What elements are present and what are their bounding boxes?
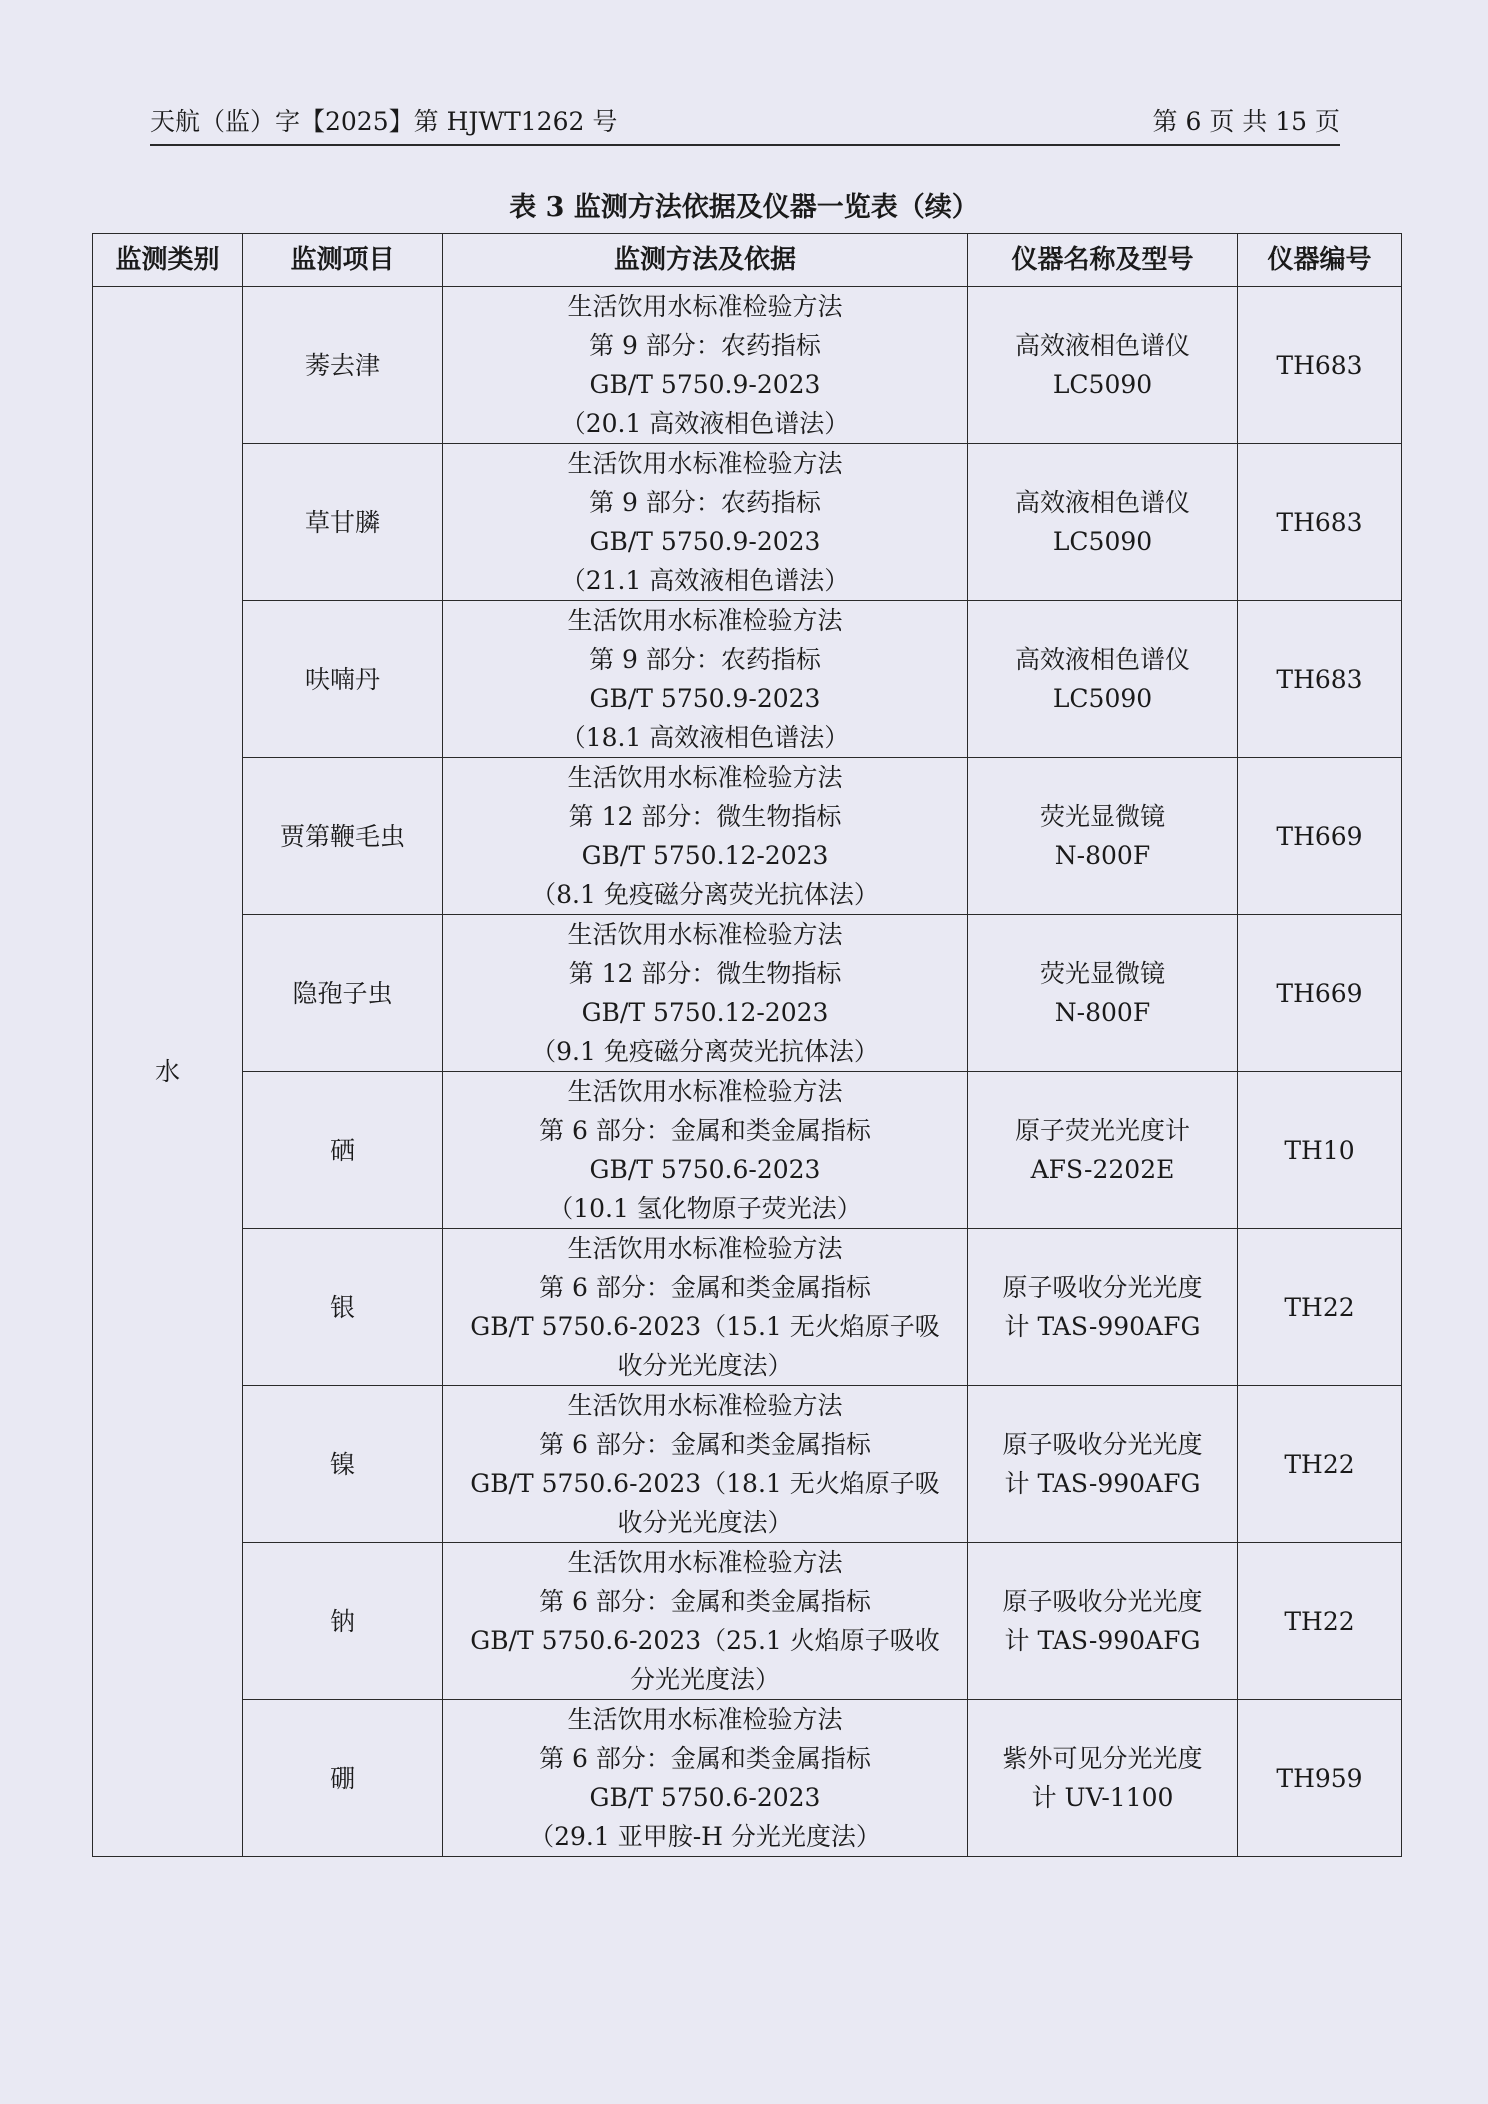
instrument-number-cell: TH22	[1238, 1229, 1402, 1386]
page-number: 第 6 页 共 15 页	[1152, 107, 1340, 136]
method-line: 第 12 部分：微生物指标	[568, 802, 842, 831]
instrument-line: N-800F	[1054, 841, 1151, 870]
instrument-line: N-800F	[1054, 998, 1151, 1027]
method-cell	[443, 287, 968, 444]
method-line: 第 9 部分：农药指标	[589, 488, 821, 517]
table-header-row	[93, 234, 1402, 287]
method-cell	[443, 601, 968, 758]
table-row	[93, 1386, 1402, 1543]
instrument-number-cell: TH669	[1238, 915, 1402, 1072]
instrument-cell	[968, 915, 1238, 1072]
column-header-item: 监测项目	[243, 234, 443, 287]
method-cell	[443, 915, 968, 1072]
method-line: GB/T 5750.6-2023	[589, 1155, 821, 1184]
instrument-line: 原子吸收分光光度	[1002, 1430, 1203, 1459]
item-cell: 钠	[243, 1543, 443, 1700]
item-cell: 呋喃丹	[243, 601, 443, 758]
instrument-cell	[968, 1386, 1238, 1543]
method-line: （20.1 高效液相色谱法）	[560, 409, 850, 438]
method-line: GB/T 5750.12-2023	[581, 841, 829, 870]
instrument-cell	[968, 1229, 1238, 1386]
item-cell: 贾第鞭毛虫	[243, 758, 443, 915]
instrument-line: 高效液相色谱仪	[1014, 488, 1190, 517]
method-line: 收分光光度法）	[617, 1351, 793, 1380]
table-row	[93, 1543, 1402, 1700]
item-cell: 镍	[243, 1386, 443, 1543]
instrument-line: AFS-2202E	[1030, 1155, 1175, 1184]
instrument-number-cell: TH22	[1238, 1386, 1402, 1543]
item-cell: 硒	[243, 1072, 443, 1229]
method-cell	[443, 1543, 968, 1700]
column-header-number: 仪器编号	[1238, 234, 1402, 287]
method-line: （29.1 亚甲胺-H 分光光度法）	[529, 1822, 881, 1851]
report-number: 天航（监）字【2025】第 HJWT1262 号	[150, 107, 618, 136]
instrument-number-cell: TH683	[1238, 444, 1402, 601]
method-cell	[443, 1072, 968, 1229]
method-line: 分光光度法）	[629, 1665, 780, 1694]
method-line: 第 6 部分：金属和类金属指标	[539, 1744, 871, 1773]
instrument-cell	[968, 1072, 1238, 1229]
table-row	[93, 915, 1402, 1072]
instrument-number-cell: TH22	[1238, 1543, 1402, 1700]
instrument-line: 原子荧光光度计	[1014, 1116, 1190, 1145]
method-line: 生活饮用水标准检验方法	[567, 920, 843, 949]
method-line: 生活饮用水标准检验方法	[567, 606, 843, 635]
method-line: 第 9 部分：农药指标	[589, 331, 821, 360]
method-line: 生活饮用水标准检验方法	[567, 1705, 843, 1734]
method-cell	[443, 1386, 968, 1543]
instrument-line: LC5090	[1052, 527, 1153, 556]
method-line: （18.1 高效液相色谱法）	[560, 723, 850, 752]
method-line: 第 6 部分：金属和类金属指标	[539, 1587, 871, 1616]
method-cell	[443, 1229, 968, 1386]
method-line: GB/T 5750.9-2023	[589, 684, 821, 713]
method-line: 生活饮用水标准检验方法	[567, 1077, 843, 1106]
instrument-line: 高效液相色谱仪	[1014, 645, 1190, 674]
method-line: （8.1 免疫磁分离荧光抗体法）	[531, 880, 879, 909]
table-row	[93, 1229, 1402, 1386]
method-line: 生活饮用水标准检验方法	[567, 1391, 843, 1420]
instrument-line: 计 TAS-990AFG	[1004, 1626, 1201, 1655]
item-cell: 莠去津	[243, 287, 443, 444]
method-line: （21.1 高效液相色谱法）	[560, 566, 850, 595]
instrument-line: 紫外可见分光光度	[1002, 1744, 1203, 1773]
method-cell	[443, 758, 968, 915]
instrument-line: 荧光显微镜	[1039, 802, 1165, 831]
method-line: （9.1 免疫磁分离荧光抗体法）	[531, 1037, 879, 1066]
method-line: 生活饮用水标准检验方法	[567, 763, 843, 792]
method-line: 第 6 部分：金属和类金属指标	[539, 1116, 871, 1145]
method-line: 生活饮用水标准检验方法	[567, 292, 843, 321]
method-line: 第 12 部分：微生物指标	[568, 959, 842, 988]
methods-table	[92, 233, 1402, 1857]
table-row	[93, 444, 1402, 601]
method-line: 第 9 部分：农药指标	[589, 645, 821, 674]
method-line: GB/T 5750.6-2023	[589, 1783, 821, 1812]
instrument-cell	[968, 601, 1238, 758]
item-cell: 隐孢子虫	[243, 915, 443, 1072]
method-line: GB/T 5750.9-2023	[589, 527, 821, 556]
method-line: GB/T 5750.12-2023	[581, 998, 829, 1027]
category-cell: 水	[93, 287, 243, 1857]
item-cell: 硼	[243, 1700, 443, 1857]
column-header-category: 监测类别	[93, 234, 243, 287]
instrument-line: 计 TAS-990AFG	[1004, 1469, 1201, 1498]
item-cell: 草甘膦	[243, 444, 443, 601]
table-row	[93, 1700, 1402, 1857]
item-cell: 银	[243, 1229, 443, 1386]
method-line: 第 6 部分：金属和类金属指标	[539, 1273, 871, 1302]
instrument-line: 荧光显微镜	[1039, 959, 1165, 988]
instrument-line: 原子吸收分光光度	[1002, 1587, 1203, 1616]
method-line: 生活饮用水标准检验方法	[567, 1234, 843, 1263]
method-cell	[443, 444, 968, 601]
instrument-line: 原子吸收分光光度	[1002, 1273, 1203, 1302]
instrument-line: 计 UV-1100	[1031, 1783, 1174, 1812]
column-header-instrument: 仪器名称及型号	[968, 234, 1238, 287]
instrument-cell	[968, 1700, 1238, 1857]
method-line: 生活饮用水标准检验方法	[567, 449, 843, 478]
instrument-cell	[968, 287, 1238, 444]
instrument-cell	[968, 444, 1238, 601]
method-line: GB/T 5750.6-2023（15.1 无火焰原子吸	[470, 1312, 940, 1341]
method-cell	[443, 1700, 968, 1857]
instrument-number-cell: TH669	[1238, 758, 1402, 915]
instrument-number-cell: TH959	[1238, 1700, 1402, 1857]
table-body	[93, 287, 1402, 1857]
method-line: GB/T 5750.6-2023（18.1 无火焰原子吸	[470, 1469, 940, 1498]
table-title: 表 3 监测方法依据及仪器一览表（续）	[509, 192, 979, 223]
instrument-line: 高效液相色谱仪	[1014, 331, 1190, 360]
method-line: 生活饮用水标准检验方法	[567, 1548, 843, 1577]
instrument-cell	[968, 1543, 1238, 1700]
page-header	[150, 100, 1340, 146]
method-line: GB/T 5750.9-2023	[589, 370, 821, 399]
table-row	[93, 758, 1402, 915]
method-line: 第 6 部分：金属和类金属指标	[539, 1430, 871, 1459]
instrument-number-cell: TH683	[1238, 287, 1402, 444]
instrument-line: LC5090	[1052, 370, 1153, 399]
method-line: GB/T 5750.6-2023（25.1 火焰原子吸收	[470, 1626, 940, 1655]
method-line: 收分光光度法）	[617, 1508, 793, 1537]
method-line: （10.1 氢化物原子荧光法）	[548, 1194, 862, 1223]
instrument-line: 计 TAS-990AFG	[1004, 1312, 1201, 1341]
instrument-cell	[968, 758, 1238, 915]
instrument-number-cell: TH10	[1238, 1072, 1402, 1229]
table-row	[93, 1072, 1402, 1229]
instrument-number-cell: TH683	[1238, 601, 1402, 758]
column-header-method: 监测方法及依据	[443, 234, 968, 287]
table-row	[93, 601, 1402, 758]
table-row	[93, 287, 1402, 444]
instrument-line: LC5090	[1052, 684, 1153, 713]
